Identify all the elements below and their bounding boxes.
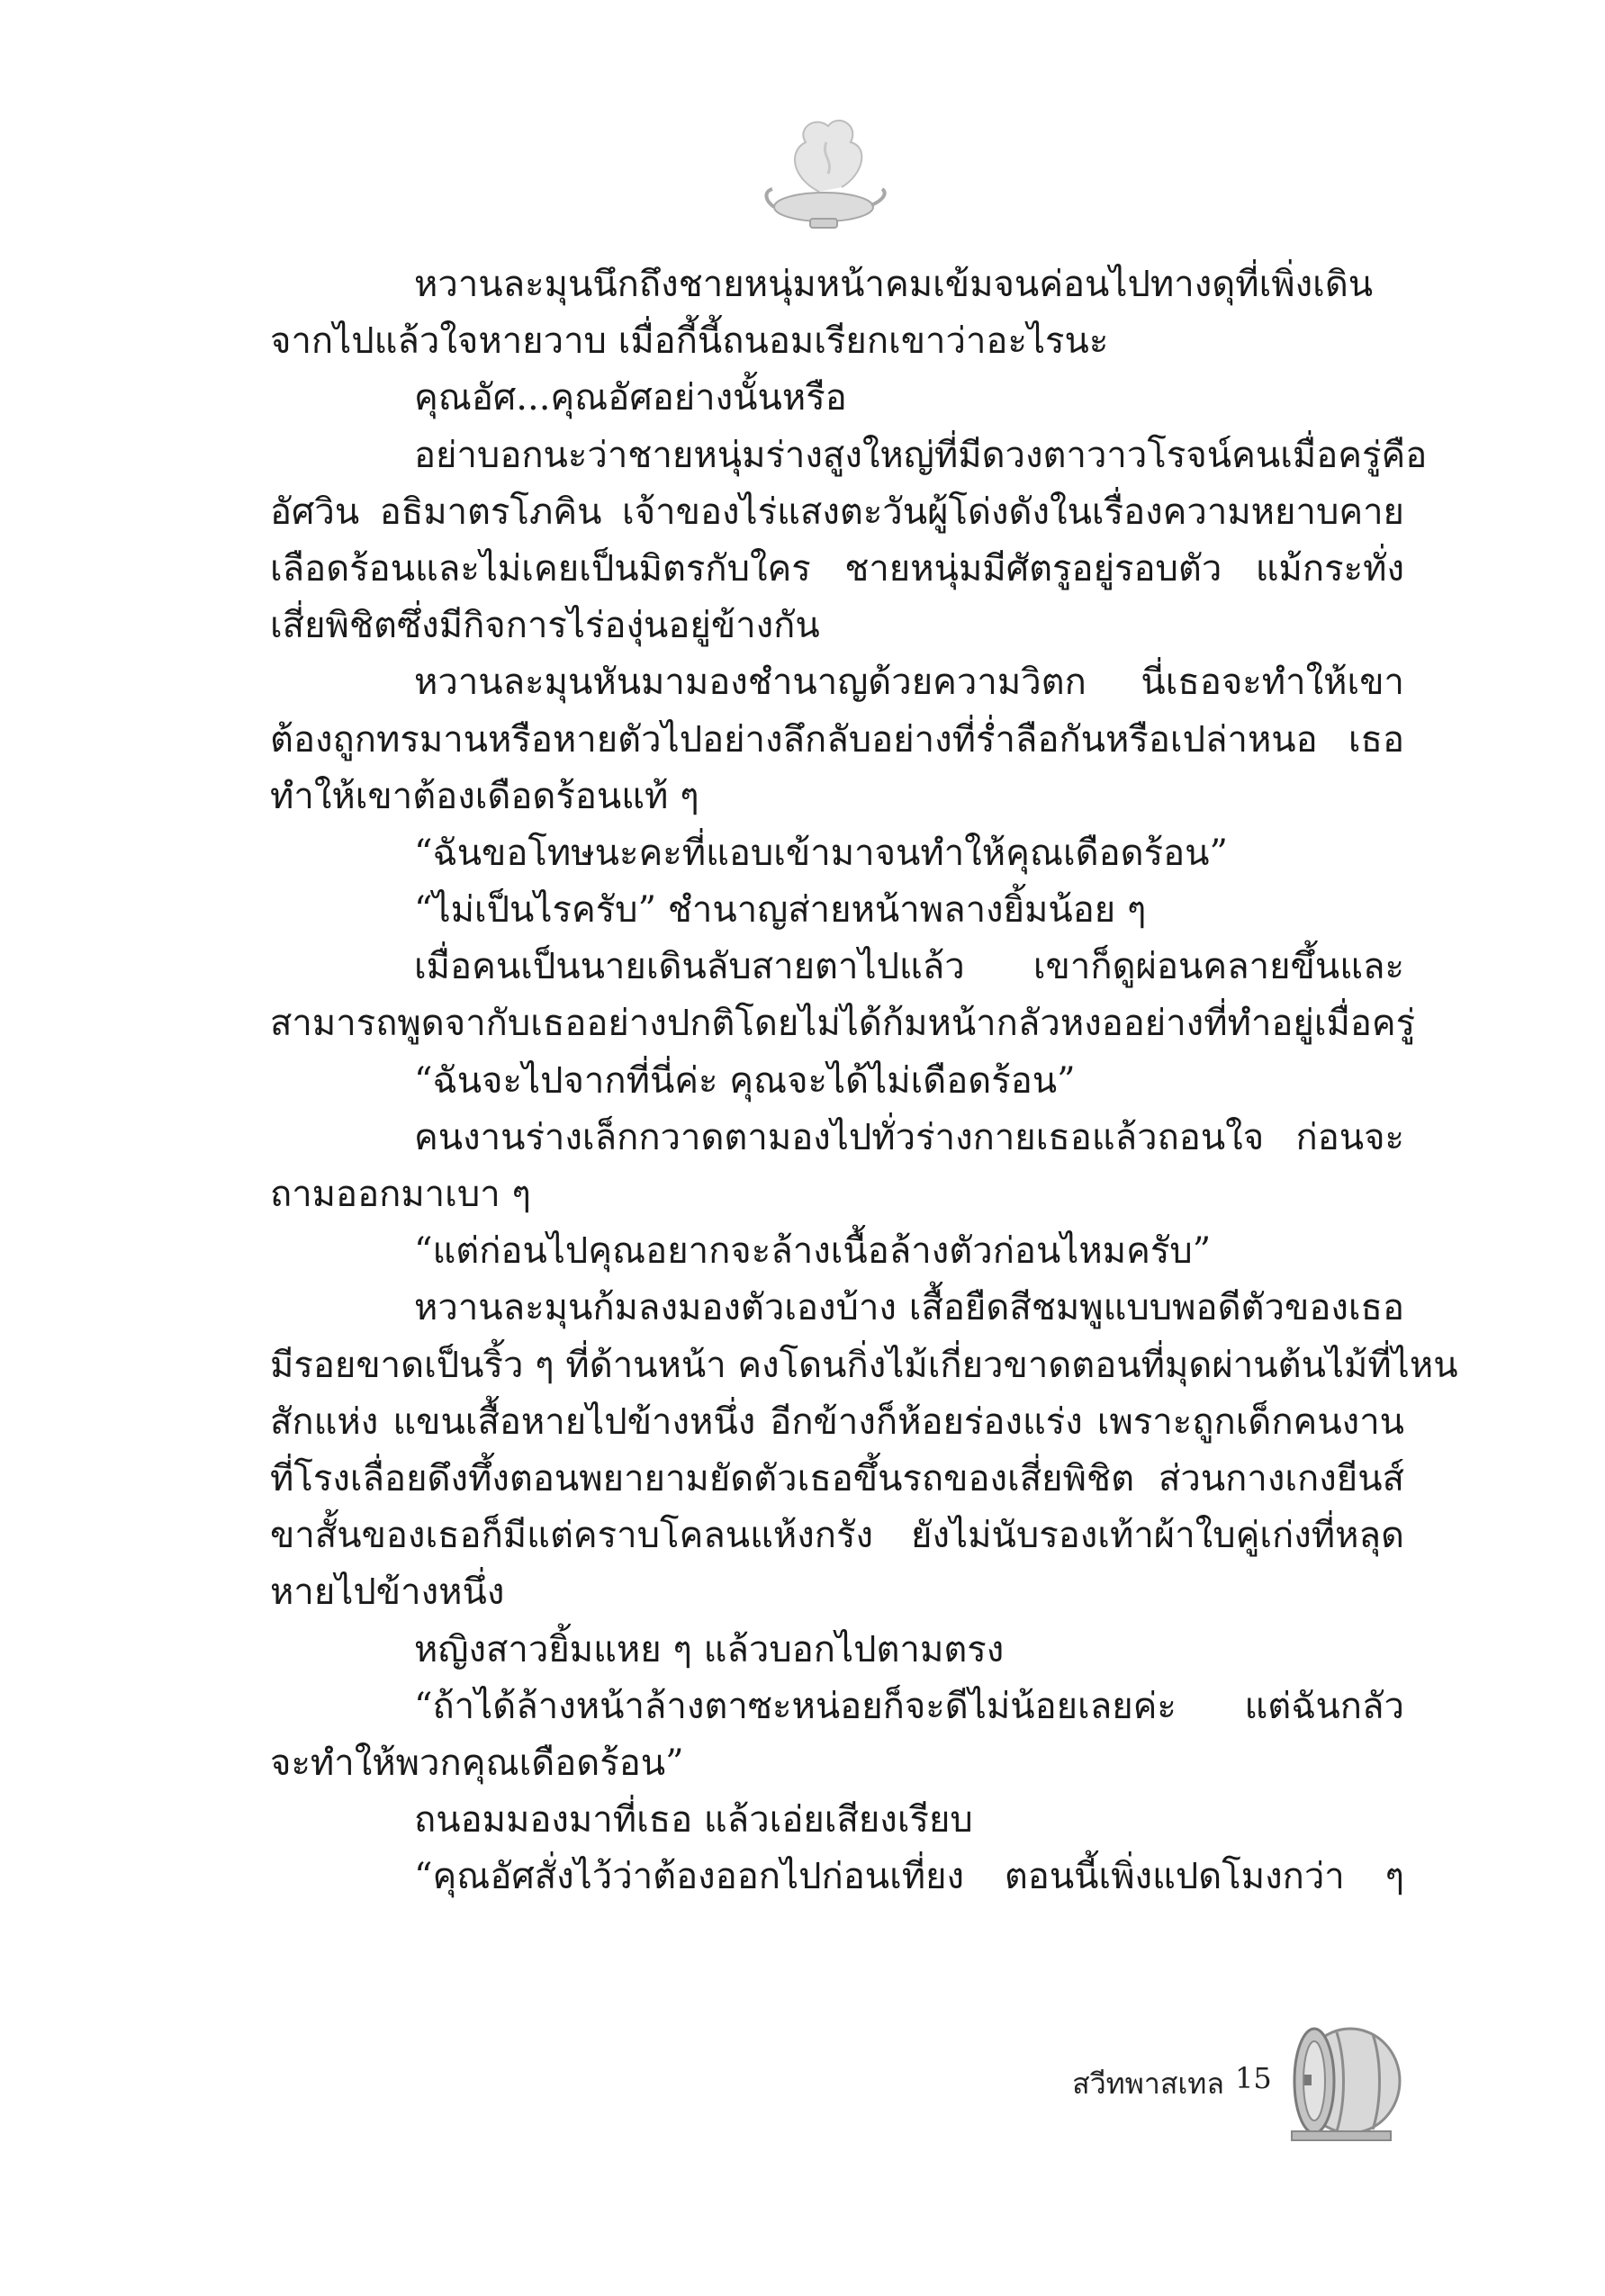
text-line: ถนอมมองมาที่เธอ แล้วเอ่ยเสียงเรียบ <box>414 1799 973 1841</box>
text-line: ต้องถูกทรมานหรือหายตัวไปอย่างลึกลับอย่างที่ร่ำลือกันหรือเปล่าหนอ เธอ <box>270 718 1404 761</box>
text-line: คุณอัศ...คุณอัศอย่างนั้นหรือ <box>414 377 847 419</box>
text-line: เมื่อคนเป็นนายเดินลับสายตาไปแล้ว เขาก็ดูผ่อนคลายขึ้นและ <box>414 946 1404 988</box>
wine-barrel-icon <box>1265 2016 1418 2147</box>
text-line: สักแห่ง แขนเสื้อหายไปข้างหนึ่ง อีกข้างก็ห้อยร่องแร่ง เพราะถูกเด็กคนงาน <box>270 1400 1404 1443</box>
text-line: อัศวิน อธิมาตรโภคิน เจ้าของไร่แสงตะวันผู้โด่งดังในเรื่องความหยาบคาย <box>270 491 1404 533</box>
text-line: มีรอยขาดเป็นริ้ว ๆ ที่ด้านหน้า คงโดนกิ่งไม้เกี่ยวขาดตอนที่มุดผ่านต้นไม้ที่ไหน <box>270 1344 1458 1386</box>
text-line: “ฉันจะไปจากที่นี่ค่ะ คุณจะได้ไม่เดือดร้อน” <box>414 1059 1076 1102</box>
text-line: สามารถพูดจากับเธออย่างปกติโดยไม่ได้ก้มหน้ากลัวหงออย่างที่ทำอยู่เมื่อครู่ <box>270 1003 1416 1045</box>
text-line: หวานละมุนก้มลงมองตัวเองบ้าง เสื้อยืดสีชมพูแบบพอดีตัวของเธอ <box>414 1287 1404 1329</box>
text-line: “ไม่เป็นไรครับ” ชำนาญส่ายหน้าพลางยิ้มน้อย ๆ <box>414 889 1147 932</box>
book-title: สวีทพาสเทล <box>1072 2066 1224 2101</box>
page-number: 15 <box>1235 2061 1272 2095</box>
genie-lamp-icon <box>756 106 891 241</box>
text-line: จะทำให้พวกคุณเดือดร้อน” <box>270 1742 684 1784</box>
text-line: “แต่ก่อนไปคุณอยากจะล้างเนื้อล้างตัวก่อนไหมครับ” <box>414 1230 1212 1273</box>
text-line: คนงานร่างเล็กกวาดตามองไปทั่วร่างกายเธอแล้วถอนใจ ก่อนจะ <box>414 1116 1404 1158</box>
text-line: หายไปข้างหนึ่ง <box>270 1571 505 1614</box>
text-line: เลือดร้อนและไม่เคยเป็นมิตรกับใคร ชายหนุ่มมีศัตรูอยู่รอบตัว แม้กระทั่ง <box>270 547 1404 590</box>
text-line: ทำให้เขาต้องเดือดร้อนแท้ ๆ <box>270 775 699 817</box>
text-line: อย่าบอกนะว่าชายหนุ่มร่างสูงใหญ่ที่มีดวงตาวาวโรจน์คนเมื่อครู่คือ <box>414 434 1428 476</box>
body-text <box>270 257 1458 1905</box>
text-line: ที่โรงเลื่อยดึงทึ้งตอนพยายามยัดตัวเธอขึ้นรถของเสี่ยพิชิต ส่วนกางเกงยีนส์ <box>270 1457 1404 1499</box>
text-line: “คุณอัศสั่งไว้ว่าต้องออกไปก่อนเที่ยง ตอนนี้เพิ่งแปดโมงกว่า ๆ <box>414 1856 1404 1898</box>
text-line: “ถ้าได้ล้างหน้าล้างตาซะหน่อยก็จะดีไม่น้อยเลยค่ะ แต่ฉันกลัว <box>414 1685 1404 1727</box>
text-line: ถามออกมาเบา ๆ <box>270 1174 531 1215</box>
text-line: ขาสั้นของเธอก็มีแต่คราบโคลนแห้งกรัง ยังไม่นับรองเท้าผ้าใบคู่เก่งที่หลุด <box>270 1515 1404 1557</box>
text-line: “ฉันขอโทษนะคะที่แอบเข้ามาจนทำให้คุณเดือดร้อน” <box>414 832 1228 874</box>
text-line: หวานละมุนหันมามองชำนาญด้วยความวิตก นี่เธอจะทำให้เขา <box>414 662 1404 704</box>
text-line: หญิงสาวยิ้มแหย ๆ แล้วบอกไปตามตรง <box>414 1628 1005 1670</box>
text-line: หวานละมุนนึกถึงชายหนุ่มหน้าคมเข้มจนค่อนไปทางดุที่เพิ่งเดิน <box>414 264 1374 305</box>
text-line: เสี่ยพิชิตซึ่งมีกิจการไร่องุ่นอยู่ข้างกัน <box>270 605 820 647</box>
text-line: จากไปแล้วใจหายวาบ เมื่อกี้นี้ถนอมเรียกเขาว่าอะไรนะ <box>270 320 1109 363</box>
